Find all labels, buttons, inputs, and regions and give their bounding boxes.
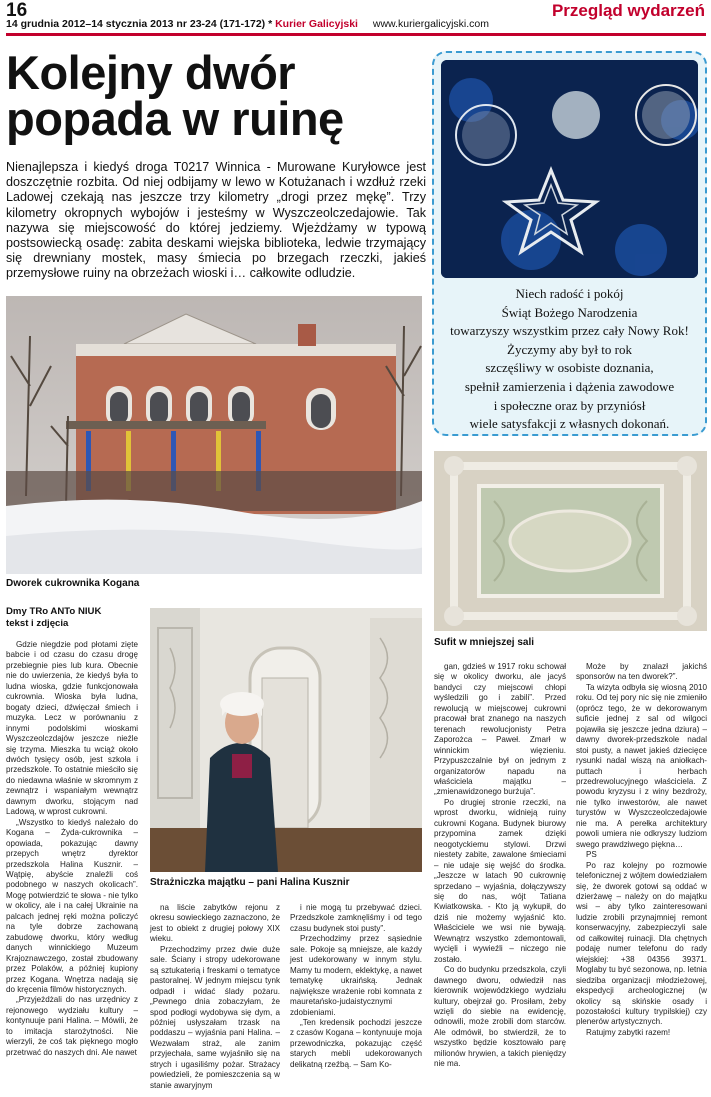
ornaments-illustration xyxy=(441,60,698,278)
paragraph: Gdzie niegdzie pod płotami zięte babcie i od czasu do czasu drogę przebiegnie pies lub kura. Obecnie nie do uwierzenia, że kiedyś była to ludna wioska, gdzie funkcjonowała cukrownia. Wioska była ludna, bogaty dzieci, dźwięczał śmiech i muzyka. Lecz w porównaniu z innymi podolskimi wioskami Wyszczeolczdajów jeszcze nieźle się trzyma. Mieszka tu wciąż około dwóch tysięcy osób, jest szkoła i przedszkole. To ostatnie mieściło się do niedawna właśnie w skromnym z zewnątrz i wspaniałym wewnątrz dawnym dworku, stojącym nad Ladową, w wprost cukrowni. xyxy=(6,640,138,817)
column-5 xyxy=(576,662,707,1038)
guardian-photo xyxy=(150,608,422,872)
paragraph: Przechodzimy przez dwie duże sale. Ściany i stropy udekorowane są sztukaterią i freskami o tematyce pastoralnej. W jednym miejscu tynk odpadł i widać ślady pożaru. „Pewnego dnia zobaczyłam, że spod podłogi wydobywa się dym, a później usłyszałam trzask na poddaszu – wyjaśnia pani Halina. – Wezwałam straż, ale zanim przyjechała, same wyjaśniło się na strych i ugasiliśmy pożar. Strażacy powiedzieli, że pomieszczenia są w stanie awaryjnym xyxy=(150,944,280,1090)
caption-ceiling: Sufit w mniejszej sali xyxy=(434,637,535,648)
paragraph: „Przyjeżdżali do nas urzędnicy z rejonowego wydziału kultury – kontynuuje pani Halina. – Mówili, że to imitacja starożytności. Nie wierzyli, że coś tak pięknego mogło przetrwać do naszych dni. Ale nawet xyxy=(6,995,138,1057)
manor-photo xyxy=(6,296,422,574)
column-2 xyxy=(150,903,280,1091)
paragraph: „Ten kredensik pochodzi jeszcze z czasów Kogana – kontynuuje moja przewodniczka, pokazując część starych mebli udekorowanych delikatną rzeźbą. – Sam Ko- xyxy=(290,1017,422,1069)
paragraph: Ta wizyta odbyła się wiosną 2010 roku. Od tej pory nic się nie zmieniło (oprócz tego, że w dekorowanym suficie jednej z sal od wilgoci pojawiła się jeszcze jedna dziura) – dawny dworek-przedszkole nadal stoi pusty, a nawet jakieś dziecięce rysunki nadal wiszą na aniołkach-puttach i herbach przedrewolucyjnego właściciela. Z powodu kryzysu i z winy bezdroży, nie tylko inwestorów, ale nawet turystów w Wyszczeolczedajowie nie ma. A perełka architektury powoli umiera nie odkryszy ludziom swego prawdziwego piękna… xyxy=(576,682,707,849)
greeting-line: Świąt Bożego Narodzenia xyxy=(501,304,638,320)
greeting-line: spełnił zamierzenia i dążenia zawodowe xyxy=(464,378,675,394)
paragraph: PS xyxy=(586,850,597,860)
headline-line-2: popada w ruinę xyxy=(6,92,344,145)
paragraph: Po drugiej stronie rzeczki, na wprost dworku, widnieją ruiny cukrowni Kogana. Budynek biurowy przypomina zamek dzięki neogotyckiemu stylowi. Drzwi niestety zabite, zawalone śmieciami – nie udaje się wejść do środka. „Jeszcze w latach 90 cukrownię sprzedano – wyjaśnia, dołączywszy się do nas, wójt Tatiana Kwiatkowska. - Kto ją wykupił, do dziś nie możemy wyjaśnić kto. Właściciele we wsi nie bywają. Wewnątrz wszystko zdemontowali, wycięli i wywieźli – niczego nie zostało. xyxy=(434,797,566,964)
ceiling-photo xyxy=(434,451,707,631)
interior-illustration xyxy=(150,608,422,872)
paragraph: Przechodzimy przez sąsiednie sale. Pokoje są mniejsze, ale każdy jest udekorowany w innym stylu. Mamy tu modern, eklektykę, a nawet tematykę ukraińską. Jednak największe wrażenie robi komnata z mauretańsko-judaistycznymi zdobieniami. xyxy=(290,934,422,1017)
lead-paragraph: Nienajlepsza i kiedyś droga T0217 Winnica - Murowane Kuryłowce jest doszczętnie rozbita. Od niej odbijamy w lewo w Kotużanach i wzdłuż rzeki Ladowej czekają nas jeszcze trzy kilometry „drogi przez mękę”. Trzy kilometry okropnych wybojów i jesteśmy w Wyszczeolczedajowie. Tak nazywa się miejscowość do której jedziemy. Wjeżdżamy w typową postsowiecką osadę: zabita deskami wiejska biblioteka, ledwie trzymający się drewniany mostek, masy śmiecia po brzegach rzeczki, jakieś przemysłowe ruiny na obrzeżach wioski i… całkowite odludzie. xyxy=(6,160,426,281)
paragraph: „Wszystko to kiedyś należało do Kogana – Żyda-cukrownika – opowiada, pokazując dawny przepych wnętrz dyrektor przedszkola Halina Kusznir. – Wątpię, abyście znaleźli coś podobnego w naszych okolicach”. Mogę potwierdzić te słowa - nie tylko w okolicy, ale i na całej Ukrainie na palcach jednej ręki można policzyć na tyle dobrze zachowaną zabudowę dworku, który według danych winnickiego Muzeum Krajoznawczego, został zbudowany przez Polaków, a później kupiony przez Kogana. Wnętrza nadają się do kręcenia filmów historycznych. xyxy=(6,817,138,994)
paragraph: Ratujmy zabytki razem! xyxy=(586,1027,671,1037)
column-3 xyxy=(290,903,422,1070)
caption-manor: Dworek cukrownika Kogana xyxy=(6,578,140,589)
greeting-line: Życzymy aby był to rok xyxy=(507,341,632,357)
paragraph: i nie mogą tu przebywać dzieci. Przedszkole zamknęliśmy i od tego czasu budynek stoi pusty”. xyxy=(290,903,422,933)
paragraph: Po raz kolejny po rozmowie telefonicznej z wójtem dowiedziałem się, że dworek gotowi są oddać w dzierżawę – należy on do majątku wsi – aby tylko zainteresowani ludzie zrobili przynajmniej remont konserwacyjny, zabezpieczyli sale od całkowitej ruinacji. Dla chętnych podaję numer telefonu do rady wiejskiej: +38 04356 39371. Moglaby tu być sezonowa, np. letnia siedziba organizacji młodzieżowej, ekspedycji archeologicznej (w okolicy są skińskie osady i pozostałości kultury trypilskiej) czy plenerów artystycznych. xyxy=(576,860,707,1027)
greeting-line: Niech radość i pokój xyxy=(515,286,624,301)
section-title: Przegląd wydarzeń xyxy=(551,1,705,20)
column-1 xyxy=(6,640,138,1058)
issue-info: 14 grudnia 2012–14 stycznia 2013 nr 23-24 (171-172) * xyxy=(6,18,273,30)
author-credit: tekst i zdjęcia xyxy=(6,618,69,629)
issue-line xyxy=(6,18,489,30)
website-url: www.kuriergalicyjski.com xyxy=(372,18,489,30)
paragraph: gan, gdzieś w 1917 roku schował się w okolicy dworku, ale jacyś bandyci czy miejscowi chłopi wyśledzili go i zabili”. Przed rewolucją w miejscowej cukrowni pracował brat znanego na naszych terenach rewolucjonisty Petra Zaporożca – Paweł. Zmarł w winnickim więzieniu. Przypuszczalnie był on jednym z organizatorów napadu na właściciela majątku – „zmienawidzonego burżuja”. xyxy=(434,662,566,797)
manor-illustration xyxy=(6,296,422,574)
greeting-line: szczęśliwy w osobiste doznania, xyxy=(485,360,654,376)
greeting-line: towarzyszy wszystkim przez cały Nowy Rok! xyxy=(450,323,689,339)
greeting-line: wiele satysfakcji z własnych dokonań. xyxy=(469,416,670,432)
christmas-ornaments-photo xyxy=(441,60,698,278)
page-number: 16 xyxy=(6,0,28,21)
paragraph: Co do budynku przedszkola, czyli dawnego dworu, odwiedził nas kierownik wojewódzkiego wydziału kultury, obejrzał go. Prosiłam, żeby wzięli do siebie na ewidencję, odnowili, może zrobili dom starców. Ale odmówił, bo stwierdził, że to wszystko będzie kosztowało parę milionów hrywien, a takich pieniędzy nie ma. xyxy=(434,965,566,1069)
byline xyxy=(6,606,101,630)
brand-name: Kurier Galicyjski xyxy=(275,18,358,30)
paragraph: na liście zabytków rejonu z okresu sowieckiego zaznaczono, że jest to obiekt z drugiej połowy XIX wieku. xyxy=(150,903,280,944)
headline xyxy=(6,46,426,145)
headline-line-1: Kolejny dwór xyxy=(6,46,296,99)
column-4 xyxy=(434,662,566,1070)
greeting-line: i społeczne oraz by przyniósł xyxy=(493,397,646,413)
author-name: Dmy TRo ANTo NIUK xyxy=(6,606,102,617)
paragraph: Może by znalazł jakichś sponsorów na ten dworek?”. xyxy=(576,662,707,682)
caption-guardian: Strażniczka majątku – pani Halina Kusznir xyxy=(150,877,350,888)
greeting-text xyxy=(438,285,701,434)
header-rule xyxy=(6,33,706,36)
ceiling-illustration xyxy=(434,451,707,631)
christmas-greeting-box xyxy=(432,51,707,436)
